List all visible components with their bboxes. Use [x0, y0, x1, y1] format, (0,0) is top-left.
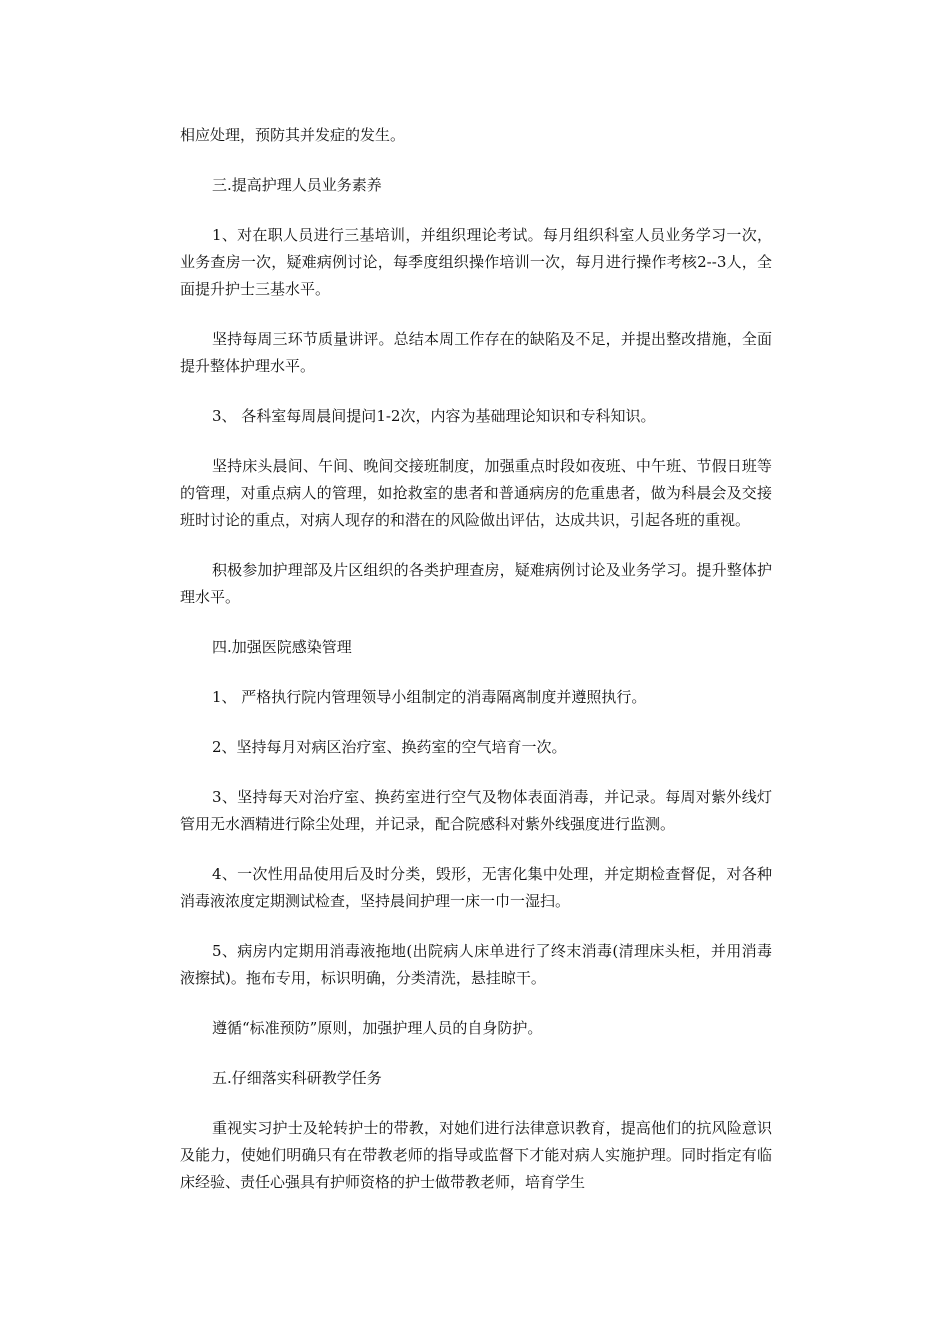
- paragraph: 坚持床头晨间、午间、晚间交接班制度，加强重点时段如夜班、中午班、节假日班等的管理，对重点病人的管理，如抢救室的患者和普通病房的危重患者，做为科晨会及交接班时讨论的重点，对病人现存的和潜在的风险做出评估，达成共识，引起各班的重视。: [180, 457, 772, 529]
- paragraph: 1、对在职人员进行三基培训，并组织理论考试。每月组织科室人员业务学习一次，业务查房一次，疑难病例讨论，每季度组织操作培训一次，每月进行操作考核2--3人，全面提升护士三基水平。: [180, 226, 772, 298]
- document-body: [180, 122, 772, 1219]
- paragraph: 1、 严格执行院内管理领导小组制定的消毒隔离制度并遵照执行。: [212, 688, 647, 706]
- paragraph: 遵循“标准预防”原则，加强护理人员的自身防护。: [212, 1019, 543, 1037]
- section-heading-3: 三.提高护理人员业务素养: [212, 176, 382, 194]
- section-heading-4: 四.加强医院感染管理: [212, 638, 352, 656]
- paragraph: 3、坚持每天对治疗室、换药室进行空气及物体表面消毒，并记录。每周对紫外线灯管用无水酒精进行除尘处理，并记录，配合院感科对紫外线强度进行监测。: [180, 788, 772, 833]
- section-heading-5: 五.仔细落实科研教学任务: [212, 1069, 382, 1087]
- paragraph-continuation: 相应处理，预防其并发症的发生。: [180, 126, 406, 144]
- paragraph: 5、病房内定期用消毒液拖地(出院病人床单进行了终末消毒(清理床头柜，并用消毒液擦拭)。拖布专用，标识明确，分类清洗，悬挂晾干。: [180, 942, 772, 987]
- paragraph: 重视实习护士及轮转护士的带教，对她们进行法律意识教育，提高他们的抗风险意识及能力，使她们明确只有在带教老师的指导或监督下才能对病人实施护理。同时指定有临床经验、责任心强具有护师资格的护士做带教老师，培育学生: [180, 1119, 772, 1191]
- paragraph: 坚持每周三环节质量讲评。总结本周工作存在的缺陷及不足，并提出整改措施，全面提升整体护理水平。: [180, 330, 772, 375]
- paragraph: 积极参加护理部及片区组织的各类护理查房，疑难病例讨论及业务学习。提升整体护理水平。: [180, 561, 772, 606]
- paragraph: 3、 各科室每周晨间提问1-2次，内容为基础理论知识和专科知识。: [212, 407, 656, 425]
- paragraph: 4、一次性用品使用后及时分类，毁形，无害化集中处理，并定期检查督促，对各种消毒液浓度定期测试检查，坚持晨间护理一床一巾一湿扫。: [180, 865, 772, 910]
- paragraph: 2、坚持每月对病区治疗室、换药室的空气培育一次。: [212, 738, 567, 756]
